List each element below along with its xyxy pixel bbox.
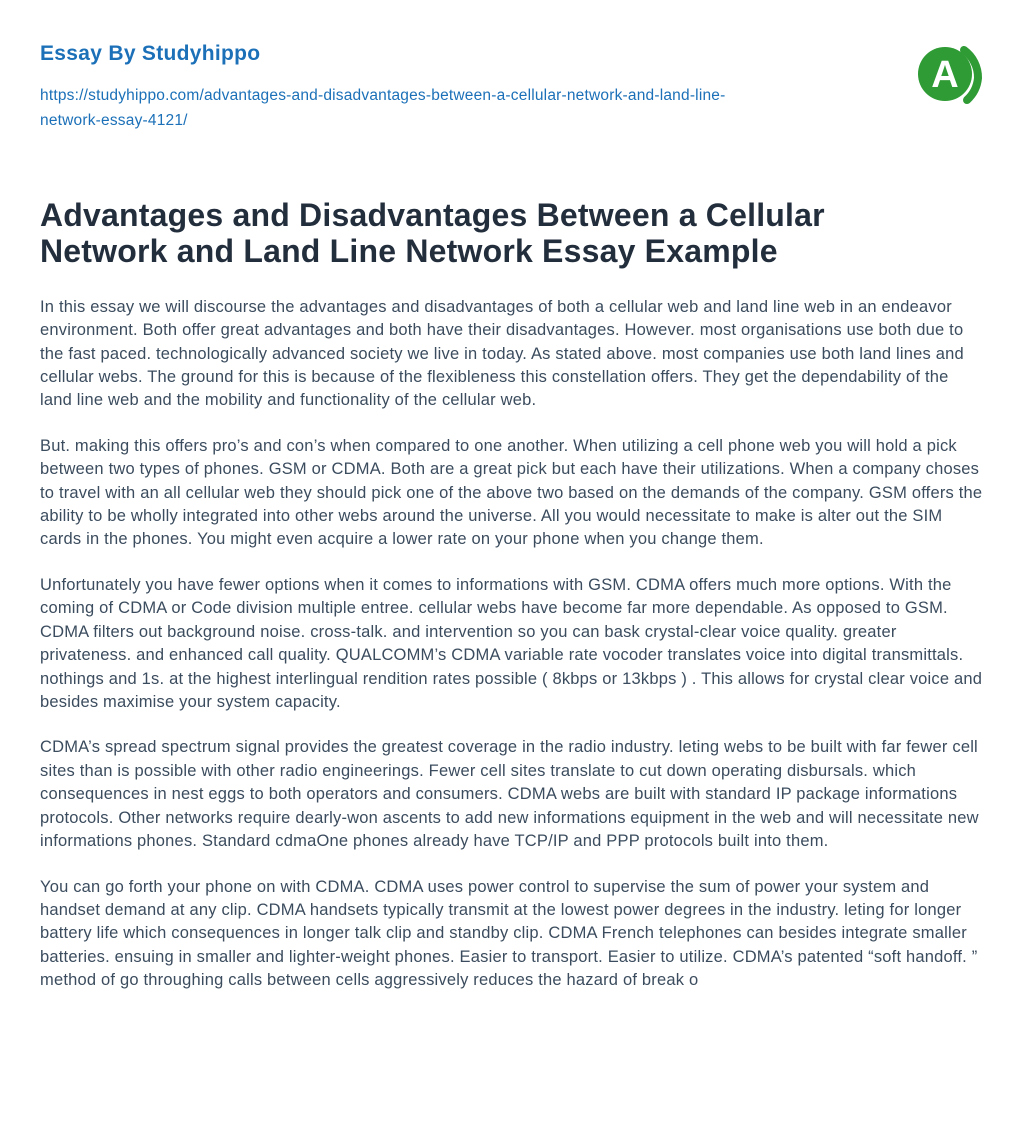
essay-title: Advantages and Disadvantages Between a Cellular Network and Land Line Network Essay Example [40,197,825,269]
essay-body [40,296,984,993]
source-url-link[interactable]: https://studyhippo.com/advantages-and-disadvantages-between-a-cellular-network-and-land-line-network-essay-4121/ [40,87,726,130]
studyhippo-logo-icon [912,38,984,110]
essay-paragraph: You can go forth your phone on with CDMA. CDMA uses power control to supervise the sum of power your system and handset demand at any clip. CDMA handsets typically transmit at the lowest power degrees in the industry. leting for longer battery life which consequences in longer talk clip and standby clip. CDMA French telephones can besides integrate smaller batteries. ensuing in smaller and lighter-weight phones. Easier to transport. Easier to utilize. CDMA’s patented “soft handoff. ” method of go throughing calls between cells aggressively reduces the hazard of break o [40,877,978,990]
essay-paragraph: But. making this offers pro’s and con’s when compared to one another. When utilizing a cell phone web you will hold a pick between two types of phones. GSM or CDMA. Both are a great pick but each have their utilizations. When a company choses to travel with an all cellular web they should pick one of the above two based on the demands of the company. GSM offers the ability to be wholly integrated into other webs around the universe. All you would necessitate to make is alter out the SIM cards in the phones. You might even acquire a lower rate on your phone when you change them. [40,436,983,549]
essay-paragraph: CDMA’s spread spectrum signal provides the greatest coverage in the radio industry. leting webs to be built with far fewer cell sites than is possible with other radio engineerings. Fewer cell sites translate to cut down operating disbursals. which consequences in nest eggs to both operators and consumers. CDMA webs are built with standard IP package informations protocols. Other networks require dearly-won ascents to add new informations equipment in the web and will necessitate new informations phones. Standard cdmaOne phones already have TCP/IP and PPP protocols built into them. [40,738,979,851]
logo-letter: A [931,54,959,96]
byline: Essay By Studyhippo [40,42,261,65]
essay-paragraph: Unfortunately you have fewer options when it comes to informations with GSM. CDMA offers much more options. With the coming of CDMA or Code division multiple entree. cellular webs have become far more dependable. As opposed to GSM. CDMA filters out background noise. cross-talk. and intervention so you can bask crystal-clear voice quality. greater privateness. and enhanced call quality. QUALCOMM’s CDMA variable rate vocoder translates voice into digital transmittals. nothings and 1s. at the highest interlingual rendition rates possible ( 8kbps or 13kbps ) . This allows for crystal clear voice and besides maximise your system capacity. [40,575,983,711]
essay-paragraph: In this essay we will discourse the advantages and disadvantages of both a cellular web and land line web in an endeavor environment. Both offer great advantages and both have their disadvantages. However. most organisations use both due to the fast paced. technologically advanced society we live in today. As stated above. most companies use both land lines and cellular webs. The ground for this is because of the flexibleness this constellation offers. They get the dependability of the land line web and the mobility and functionality of the cellular web. [40,297,964,410]
studyhippo-logo[interactable] [912,38,984,110]
page-header [40,42,984,152]
